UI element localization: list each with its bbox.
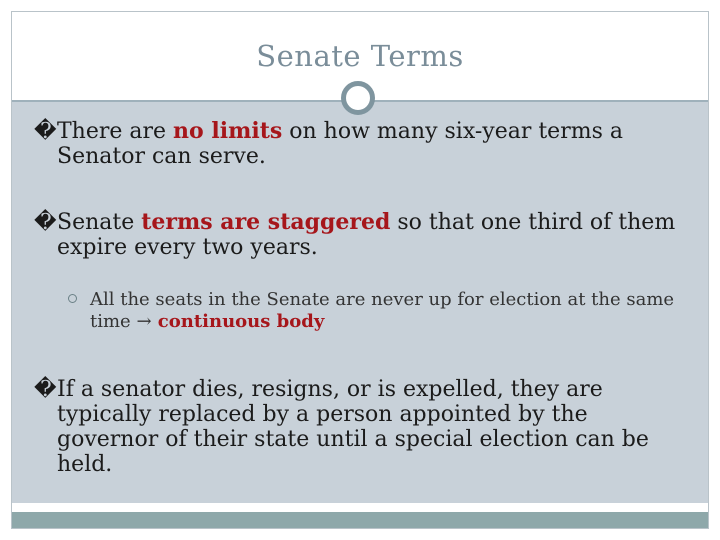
bullet-marker-icon: � [34, 210, 57, 235]
sub-bullet-text: All the seats in the Senate are never up for election at the same time [90, 289, 675, 332]
bullet-3-text: If a senator dies, resigns, or is expelled, they are typically replaced by a person appointed by the governor of their state until a special election can be held. [57, 377, 649, 477]
slide [11, 11, 709, 529]
bullet-1-emphasis: no limits [173, 118, 283, 144]
bullet-2-text-post: so that one third of them expire every two years. [57, 210, 676, 260]
footer-bar [12, 512, 708, 528]
slide-title: Senate Terms [256, 39, 464, 73]
arrow-right-icon: → [136, 311, 152, 332]
bullet-2-emphasis: terms are staggered [141, 209, 391, 235]
bullet-item-1 [34, 119, 694, 169]
sub-bullet-item [68, 289, 698, 333]
bullet-marker-icon: � [34, 119, 57, 144]
bullet-1-text-pre: There are [57, 119, 174, 144]
bullet-item-2 [34, 210, 694, 260]
bullet-2-text-pre: Senate [57, 210, 142, 235]
bullet-1-text-post: on how many six-year terms a Senator can serve. [57, 119, 623, 169]
hollow-circle-bullet-icon [68, 294, 77, 303]
circle-ornament-icon [341, 81, 375, 115]
bullet-item-3 [34, 377, 694, 477]
sub-bullet-emphasis: continuous body [151, 311, 325, 332]
bullet-marker-icon: � [34, 377, 57, 402]
